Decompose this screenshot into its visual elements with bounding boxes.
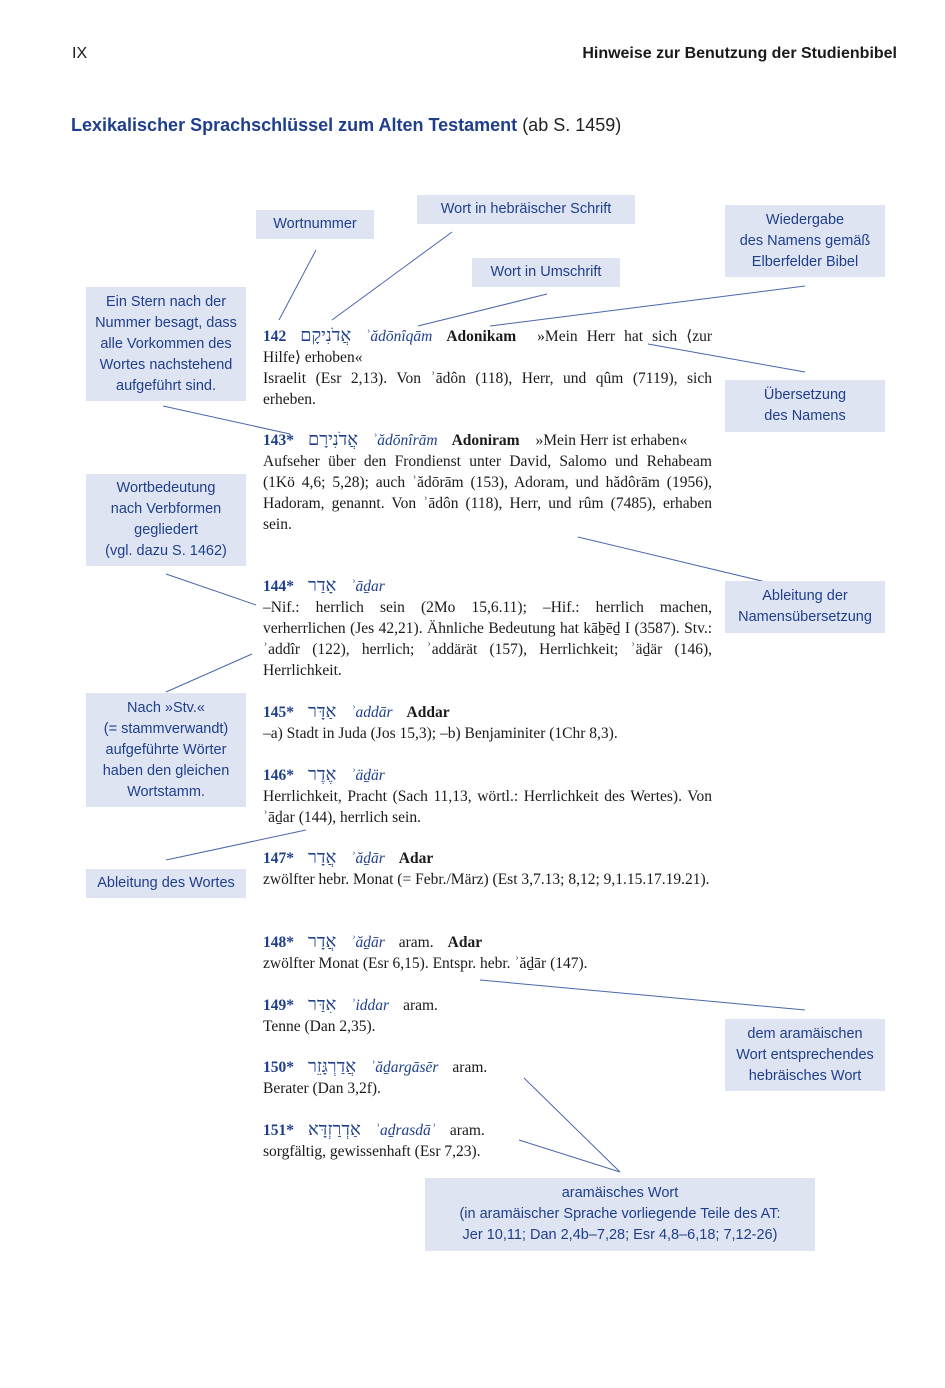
entry-number: 146* bbox=[263, 767, 294, 784]
entry-146 bbox=[263, 764, 712, 828]
entry-148 bbox=[263, 931, 712, 974]
entry-body: zwölfter hebr. Monat (= Febr./März) (Est 3,7.13; 8,12; 9,1.15.17.19.21). bbox=[263, 871, 710, 888]
entry-body: zwölfter Monat (Esr 6,15). Entspr. hebr. ʾăḏār (147). bbox=[263, 955, 588, 972]
leader-elberfelder bbox=[490, 286, 805, 326]
entry-144 bbox=[263, 575, 712, 681]
entry-body: Berater (Dan 3,2f). bbox=[263, 1080, 381, 1097]
leader-meaning bbox=[166, 574, 256, 605]
leader-hebrew-script bbox=[332, 232, 452, 320]
name-translation: »Mein Herr hat sich ⟨zur Hilfe⟩ erhoben« bbox=[263, 328, 713, 366]
entry-145 bbox=[263, 701, 712, 744]
leader-stv bbox=[166, 654, 252, 692]
callout-aramaic-word: aramäisches Wort (in aramäischer Sprache vorliegende Teile des AT: Jer 10,11; Dan 2,4b–7,28; Esr 4,8–6,18; 7,12-26) bbox=[425, 1178, 815, 1251]
entry-142 bbox=[263, 325, 712, 410]
hebrew-word: אֲדַרְגָּזֵר bbox=[308, 1056, 357, 1077]
entry-number: 145* bbox=[263, 704, 294, 721]
entry-143 bbox=[263, 429, 712, 535]
entry-body: –Nif.: herrlich sein (2Mo 15,6.11); –Hif.: herrlich machen, verherrlichen (Jes 42,21). Ähnliche Bedeutung hat kāḇēḏ I (3587). Stv.: ʾaddîr (122), herrlich; ʾaddärät (157), Herrlichkeit; ʾäḏär (146), Herrlichkeit. bbox=[263, 599, 712, 679]
entry-body: sorgfältig, gewissenhaft (Esr 7,23). bbox=[263, 1143, 481, 1160]
name-translation: »Mein Herr ist erhaben« bbox=[535, 432, 688, 449]
elberfelder-name: Adonikam bbox=[446, 328, 517, 345]
callout-hebrew-script: Wort in hebräischer Schrift bbox=[417, 195, 635, 224]
page-number: IX bbox=[72, 45, 88, 62]
callout-translation: Übersetzung des Namens bbox=[725, 380, 885, 432]
entry-body: Herrlichkeit, Pracht (Sach 11,13, wörtl.: Herrlichkeit des Wertes). Von ʾāḏar (144), herrlich sein. bbox=[263, 788, 712, 826]
hebrew-word: אַדָּר bbox=[308, 701, 337, 722]
entry-number: 147* bbox=[263, 850, 294, 867]
hebrew-word: אֲדֹנִיקָם bbox=[300, 325, 352, 346]
entry-147 bbox=[263, 847, 712, 890]
entry-number: 148* bbox=[263, 934, 294, 951]
transliteration: ʾaḏrasdāʾ bbox=[374, 1122, 436, 1139]
entry-number: 142 bbox=[263, 328, 287, 345]
callout-word-derivation: Ableitung des Wortes bbox=[86, 869, 246, 898]
hebrew-word: אַדְרַזְדָּא bbox=[308, 1119, 361, 1140]
elberfelder-name: Adar bbox=[447, 934, 483, 951]
entry-number: 143* bbox=[263, 432, 294, 449]
hebrew-word: אָדַר bbox=[308, 575, 337, 596]
running-title: Hinweise zur Benutzung der Studienbibel bbox=[582, 45, 897, 62]
section-title-text: Lexikalischer Sprachschlüssel zum Alten Testament bbox=[71, 115, 518, 135]
transliteration: ʾāḏar bbox=[350, 578, 385, 595]
callout-star: Ein Stern nach der Nummer besagt, dass alle Vorkommen des Wortes nachstehend aufgeführt sind. bbox=[86, 287, 246, 401]
callout-wortnummer: Wortnummer bbox=[256, 210, 374, 239]
callout-meaning: Wortbedeutung nach Verbformen gegliedert (vgl. dazu S. 1462) bbox=[86, 474, 246, 566]
entry-number: 151* bbox=[263, 1122, 294, 1139]
elberfelder-name: Addar bbox=[406, 704, 450, 721]
transliteration: ʾăḏār bbox=[350, 850, 385, 867]
elberfelder-name: Adar bbox=[398, 850, 434, 867]
transliteration: ʾădōnîqām bbox=[365, 328, 433, 345]
entry-number: 149* bbox=[263, 997, 294, 1014]
transliteration: ʾăḏār bbox=[350, 934, 385, 951]
entry-body: –a) Stadt in Juda (Jos 15,3); –b) Benjaminiter (1Chr 8,3). bbox=[263, 725, 618, 742]
transliteration: ʾăḏargāsēr bbox=[370, 1059, 439, 1076]
entry-149 bbox=[263, 994, 712, 1037]
aramaic-marker: aram. bbox=[398, 934, 434, 951]
aramaic-marker: aram. bbox=[403, 997, 438, 1014]
aramaic-marker: aram. bbox=[449, 1122, 485, 1139]
aramaic-marker: aram. bbox=[452, 1059, 488, 1076]
entry-body: Aufseher über den Frondienst unter David, Salomo und Rehabeam (1Kö 4,6; 5,28); auch ʾădōrām (153), Adoram, und hădôrām (1956), Hadoram, genannt. Von ʾādôn (118), Herr, und rûm (7485), erhaben sein. bbox=[263, 453, 712, 533]
transliteration: ʾäḏär bbox=[350, 767, 385, 784]
entry-number: 150* bbox=[263, 1059, 294, 1076]
callout-transliteration: Wort in Umschrift bbox=[472, 258, 620, 287]
entry-number: 144* bbox=[263, 578, 294, 595]
leader-wortnummer bbox=[279, 250, 316, 320]
callout-aramaic-equiv: dem aramäischen Wort entsprechendes hebräisches Wort bbox=[725, 1019, 885, 1091]
entry-body: Israelit (Esr 2,13). Von ʾādôn (118), Herr, und qûm (7119), sich erheben. bbox=[263, 370, 712, 408]
callout-elberfelder: Wiedergabe des Namens gemäß Elberfelder Bibel bbox=[725, 205, 885, 277]
hebrew-word: אֶדֶר bbox=[308, 764, 337, 785]
hebrew-word: אֲדֹנִירָם bbox=[308, 429, 359, 450]
entry-151 bbox=[263, 1119, 712, 1162]
callout-name-derivation: Ableitung der Namensübersetzung bbox=[725, 581, 885, 633]
callout-stv: Nach »Stv.« (= stammverwandt) aufgeführte Wörter haben den gleichen Wortstamm. bbox=[86, 693, 246, 807]
transliteration: ʾaddār bbox=[350, 704, 393, 721]
transliteration: ʾiddar bbox=[350, 997, 390, 1014]
section-page-ref: (ab S. 1459) bbox=[522, 115, 622, 135]
transliteration: ʾădōnîrām bbox=[372, 432, 438, 449]
elberfelder-name: Adoniram bbox=[451, 432, 520, 449]
hebrew-word: אֲדָר bbox=[308, 847, 337, 868]
hebrew-word: אֲדָר bbox=[308, 931, 337, 952]
entry-body: Tenne (Dan 2,35). bbox=[263, 1018, 376, 1035]
hebrew-word: אִדַּר bbox=[308, 994, 337, 1015]
entry-150 bbox=[263, 1056, 712, 1099]
